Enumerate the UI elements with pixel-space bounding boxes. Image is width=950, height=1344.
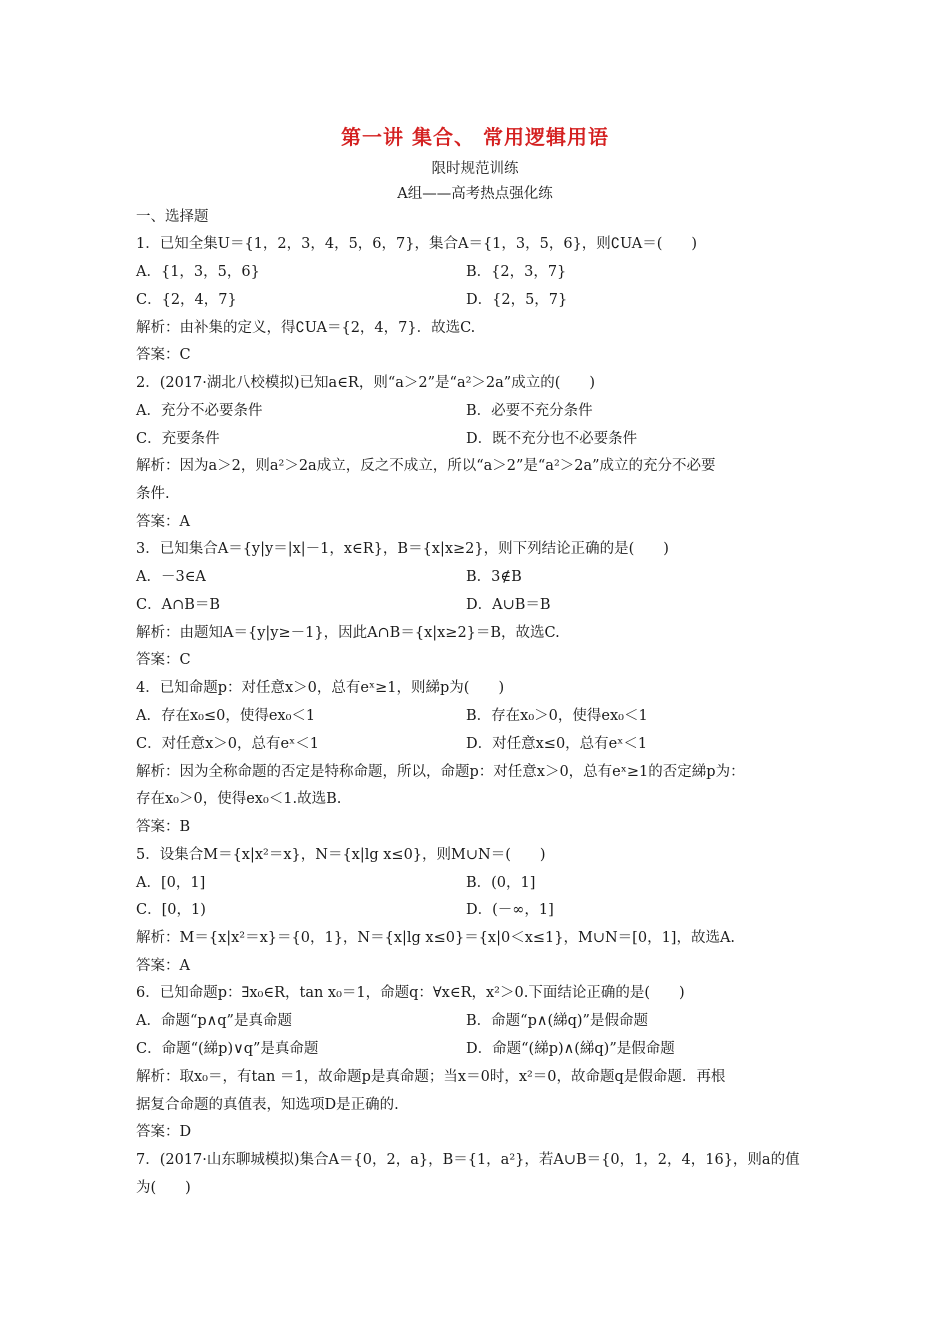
q5-option-c: C．[0，1) bbox=[136, 902, 206, 918]
q2-analysis-line1: 解析：因为a＞2，则a²＞2a成立，反之不成立，所以“a＞2”是“a²＞2a”成立的充分不必要 bbox=[136, 458, 716, 474]
q6-option-b: B．命题“p∧(綈q)”是假命题 bbox=[466, 1013, 648, 1029]
q6-analysis-line2: 据复合命题的真值表，知选项D是正确的. bbox=[136, 1097, 399, 1113]
q4-stem: 4．已知命题p：对任意x＞0，总有eˣ≥1，则綈p为( ) bbox=[136, 680, 505, 696]
q3-answer: 答案：C bbox=[136, 652, 191, 668]
q3-analysis: 解析：由题知A＝{y|y≥－1}，因此A∩B＝{x|x≥2}＝B，故选C. bbox=[136, 625, 560, 641]
q4-option-b: B．存在x₀＞0，使得ex₀＜1 bbox=[466, 708, 648, 724]
q6-option-d: D．命题“(綈p)∧(綈q)”是假命题 bbox=[466, 1041, 675, 1057]
q3-option-a: A．－3∈A bbox=[136, 569, 206, 585]
page-title: 第一讲 集合、 常用逻辑用语 bbox=[341, 125, 609, 149]
q2-answer: 答案：A bbox=[136, 514, 190, 530]
q5-stem: 5．设集合M＝{x|x²＝x}，N＝{x|lg x≤0}，则M∪N＝( ) bbox=[136, 847, 546, 863]
q2-analysis-line2: 条件. bbox=[136, 486, 170, 502]
q6-stem: 6．已知命题p：∃x₀∈R，tan x₀＝1，命题q：∀x∈R，x²＞0.下面结论正确的是( ) bbox=[136, 985, 685, 1001]
q5-analysis: 解析：M＝{x|x²＝x}＝{0，1}，N＝{x|lg x≤0}＝{x|0＜x≤1}，M∪N＝[0，1]，故选A. bbox=[136, 930, 736, 946]
q1-option-d: D．{2，5，7} bbox=[466, 292, 568, 308]
q1-option-c: C．{2，4，7} bbox=[136, 292, 237, 308]
q6-option-c: C．命题“(綈p)∨q”是真命题 bbox=[136, 1041, 319, 1057]
q3-option-d: D．A∪B＝B bbox=[466, 597, 551, 613]
q6-option-a: A．命题“p∧q”是真命题 bbox=[136, 1013, 292, 1029]
q4-option-a: A．存在x₀≤0，使得ex₀＜1 bbox=[136, 708, 316, 724]
q4-analysis-line2: 存在x₀＞0，使得ex₀＜1.故选B. bbox=[136, 791, 342, 807]
q6-answer: 答案：D bbox=[136, 1124, 192, 1140]
q3-option-c: C．A∩B＝B bbox=[136, 597, 221, 613]
q4-answer: 答案：B bbox=[136, 819, 191, 835]
q7-stem-line2: 为( ) bbox=[136, 1180, 191, 1196]
q1-stem: 1．已知全集U＝{1，2，3，4，5，6，7}，集合A＝{1，3，5，6}，则∁UA＝( ) bbox=[136, 236, 698, 252]
q2-stem: 2．(2017·湖北八校模拟)已知a∈R，则“a＞2”是“a²＞2a”成立的( ) bbox=[136, 375, 596, 391]
q2-option-b: B．必要不充分条件 bbox=[466, 403, 593, 419]
q2-option-c: C．充要条件 bbox=[136, 431, 220, 447]
q3-stem: 3．已知集合A＝{y|y＝|x|－1，x∈R}，B＝{x|x≥2}，则下列结论正确的是( ) bbox=[136, 541, 669, 557]
q7-stem-line1: 7．(2017·山东聊城模拟)集合A＝{0，2，a}，B＝{1，a²}，若A∪B＝{0，1，2，4，16}，则a的值 bbox=[136, 1152, 800, 1168]
q1-analysis: 解析：由补集的定义，得∁UA＝{2，4，7}．故选C. bbox=[136, 320, 476, 336]
q4-analysis-line1: 解析：因为全称命题的否定是特称命题，所以，命题p：对任意x＞0，总有eˣ≥1的否定綈p为： bbox=[136, 764, 745, 780]
q2-option-d: D．既不充分也不必要条件 bbox=[466, 431, 638, 447]
q1-option-b: B．{2，3，7} bbox=[466, 264, 567, 280]
subtitle-practice: 限时规范训练 bbox=[431, 161, 519, 177]
q2-option-a: A．充分不必要条件 bbox=[136, 403, 263, 419]
subtitle-group: A组——高考热点强化练 bbox=[397, 186, 553, 202]
q6-analysis-line1: 解析：取x₀＝，有tan ＝1，故命题p是真命题；当x＝0时，x²＝0，故命题q是假命题．再根 bbox=[136, 1069, 726, 1085]
q4-option-c: C．对任意x＞0，总有eˣ＜1 bbox=[136, 736, 319, 752]
q1-option-a: A．{1，3，5，6} bbox=[136, 264, 260, 280]
q1-answer: 答案：C bbox=[136, 347, 191, 363]
q5-option-b: B．(0，1] bbox=[466, 875, 536, 891]
q5-option-a: A．[0，1] bbox=[136, 875, 206, 891]
q4-option-d: D．对任意x≤0，总有eˣ＜1 bbox=[466, 736, 648, 752]
q5-option-d: D．(－∞，1] bbox=[466, 902, 554, 918]
q3-option-b: B．3∉B bbox=[466, 569, 522, 585]
q5-answer: 答案：A bbox=[136, 958, 190, 974]
section-heading: 一、选择题 bbox=[136, 209, 209, 225]
